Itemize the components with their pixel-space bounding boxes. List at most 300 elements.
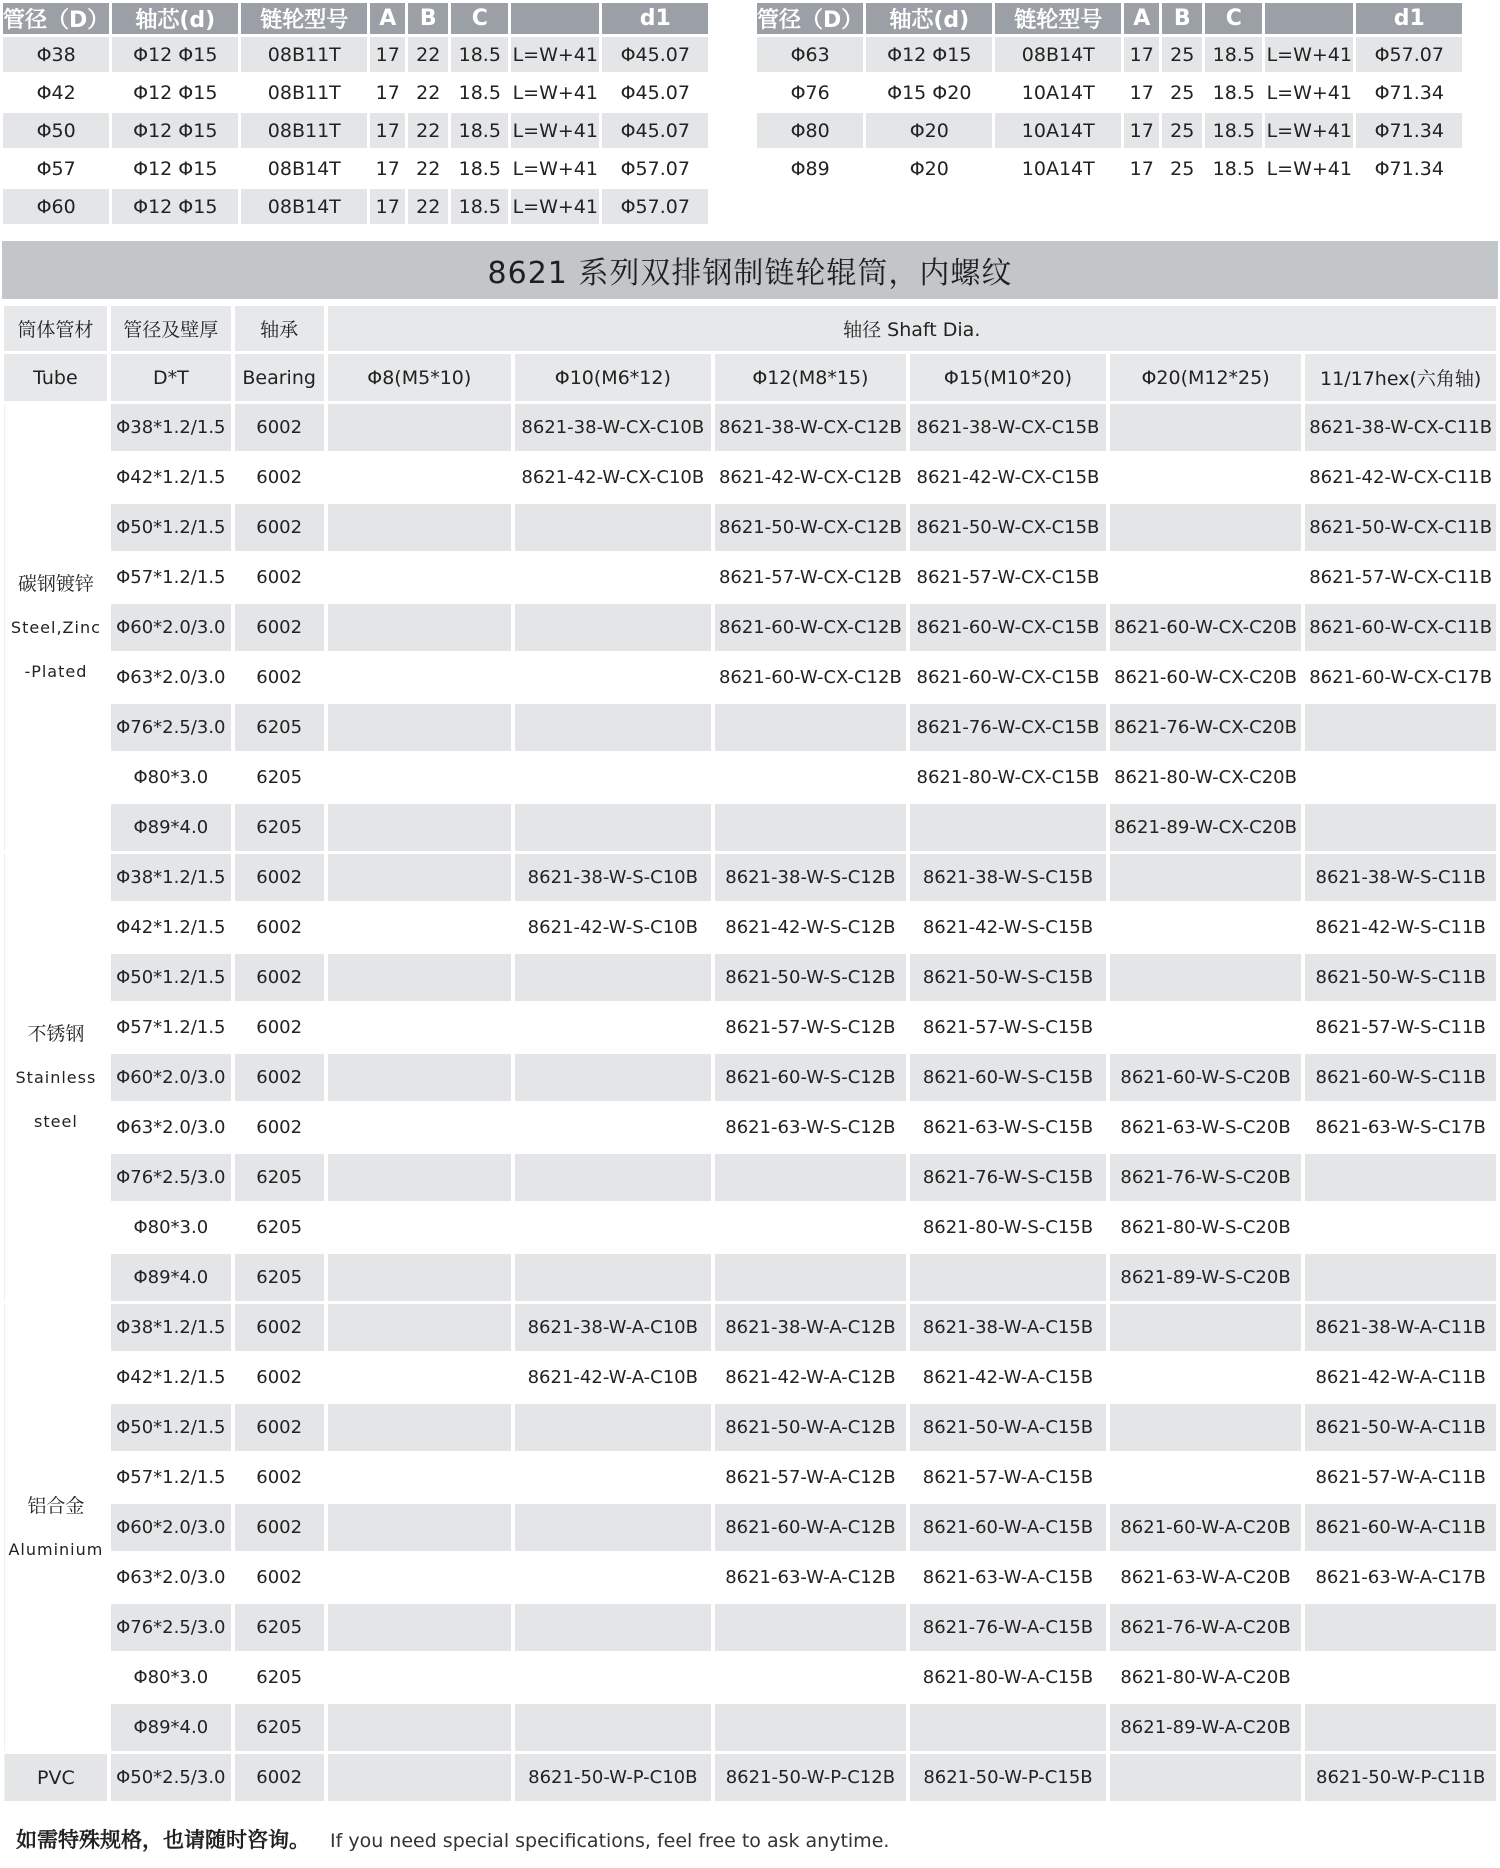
cell-dt: Φ57*1.2/1.5: [111, 1454, 231, 1501]
cell-dt: Φ63*2.0/3.0: [111, 1104, 231, 1151]
spec-row: [3, 151, 708, 186]
col-header-d1: d1: [602, 3, 708, 34]
cell-shaft-hex: 8621-60-W-A-C11B: [1305, 1504, 1496, 1551]
col-header-c: C: [1205, 3, 1262, 34]
material-name-en: Aluminium: [8, 1539, 104, 1559]
cell-shaft-15: 8621-50-W-A-C15B: [910, 1404, 1106, 1451]
header-shaft-10: Φ10(M6*12): [515, 354, 711, 401]
cell-bearing: 6002: [235, 654, 324, 701]
cell-shaft-12: 8621-60-W-CX-C12B: [715, 654, 907, 701]
cell-shaft-15: 8621-42-W-CX-C15B: [910, 454, 1106, 501]
cell-shaft-hex: 8621-63-W-S-C17B: [1305, 1104, 1496, 1151]
spec-cell: 17: [370, 189, 405, 224]
spec-cell: L=W+41: [1265, 75, 1353, 110]
cell-bearing: 6002: [235, 1304, 324, 1351]
material-cell: PVC: [4, 1754, 107, 1801]
material-group: [4, 404, 1496, 851]
table-row: [4, 1004, 1496, 1051]
cell-shaft-12: 8621-42-W-CX-C12B: [715, 454, 907, 501]
spec-table-left: [0, 0, 711, 227]
spec-cell: Φ71.34: [1356, 151, 1462, 186]
cell-shaft-8: [328, 504, 512, 551]
spec-cell: Φ38: [3, 37, 109, 72]
cell-shaft-hex: [1305, 754, 1496, 801]
cell-shaft-20: 8621-80-W-S-C20B: [1110, 1204, 1302, 1251]
material-name-en-line2: steel: [34, 1111, 78, 1131]
cell-dt: Φ42*1.2/1.5: [111, 904, 231, 951]
cell-bearing: 6205: [235, 1654, 324, 1701]
cell-shaft-20: 8621-60-W-A-C20B: [1110, 1504, 1302, 1551]
cell-shaft-8: [328, 804, 512, 851]
cell-shaft-10: [515, 504, 711, 551]
cell-shaft-hex: 8621-50-W-CX-C11B: [1305, 504, 1496, 551]
table-header: [4, 306, 1496, 401]
table-row: [4, 1404, 1496, 1451]
table-row: [4, 1554, 1496, 1601]
cell-shaft-hex: 8621-60-W-CX-C17B: [1305, 654, 1496, 701]
cell-shaft-15: 8621-38-W-CX-C15B: [910, 404, 1106, 451]
cell-shaft-15: 8621-60-W-CX-C15B: [910, 604, 1106, 651]
cell-shaft-12: 8621-57-W-A-C12B: [715, 1454, 907, 1501]
cell-shaft-hex: 8621-60-W-S-C11B: [1305, 1054, 1496, 1101]
cell-shaft-15: 8621-76-W-A-C15B: [910, 1604, 1106, 1651]
cell-bearing: 6002: [235, 504, 324, 551]
cell-shaft-8: [328, 1304, 512, 1351]
cell-shaft-10: 8621-50-W-P-C10B: [515, 1754, 711, 1801]
cell-shaft-20: [1110, 954, 1302, 1001]
table-row: [4, 1054, 1496, 1101]
cell-dt: Φ42*1.2/1.5: [111, 454, 231, 501]
cell-bearing: 6205: [235, 1154, 324, 1201]
cell-bearing: 6002: [235, 954, 324, 1001]
cell-shaft-15: 8621-63-W-A-C15B: [910, 1554, 1106, 1601]
cell-shaft-15: 8621-57-W-A-C15B: [910, 1454, 1106, 1501]
footer-note: [16, 1824, 889, 1854]
cell-dt: Φ50*1.2/1.5: [111, 1404, 231, 1451]
cell-shaft-20: 8621-76-W-A-C20B: [1110, 1604, 1302, 1651]
col-header-sprocket: 链轮型号: [995, 3, 1121, 34]
cell-shaft-10: [515, 1004, 711, 1051]
cell-shaft-20: [1110, 1454, 1302, 1501]
footer-note-cn: 如需特殊规格，也请随时咨询。: [16, 1828, 310, 1852]
spec-row: [3, 189, 708, 224]
spec-cell: Φ45.07: [602, 75, 708, 110]
cell-bearing: 6205: [235, 1704, 324, 1751]
spec-cell: 18.5: [451, 113, 508, 148]
col-header-c: C: [451, 3, 508, 34]
cell-shaft-12: 8621-38-W-CX-C12B: [715, 404, 907, 451]
cell-shaft-12: 8621-57-W-CX-C12B: [715, 554, 907, 601]
cell-bearing: 6002: [235, 1504, 324, 1551]
cell-shaft-10: [515, 1454, 711, 1501]
section-title-bar: [2, 241, 1498, 299]
cell-shaft-20: [1110, 1404, 1302, 1451]
cell-dt: Φ89*4.0: [111, 804, 231, 851]
header-shaft-20: Φ20(M12*25): [1110, 354, 1302, 401]
cell-shaft-20: [1110, 404, 1302, 451]
cell-shaft-8: [328, 1754, 512, 1801]
cell-bearing: 6002: [235, 1404, 324, 1451]
cell-shaft-12: 8621-60-W-A-C12B: [715, 1504, 907, 1551]
cell-shaft-15: 8621-60-W-S-C15B: [910, 1054, 1106, 1101]
spec-cell: Φ60: [3, 189, 109, 224]
material-name-cn: 铝合金: [27, 1494, 85, 1517]
spec-cell: Φ45.07: [602, 113, 708, 148]
spec-cell: 18.5: [1205, 75, 1262, 110]
cell-bearing: 6205: [235, 804, 324, 851]
table-row: [4, 1104, 1496, 1151]
col-header-b: B: [1162, 3, 1202, 34]
cell-bearing: 6002: [235, 1054, 324, 1101]
header-tube: Tube: [4, 354, 107, 401]
col-header-sprocket: 链轮型号: [241, 3, 367, 34]
spec-cell: 17: [1124, 37, 1159, 72]
cell-dt: Φ38*1.2/1.5: [111, 404, 231, 451]
cell-dt: Φ57*1.2/1.5: [111, 1004, 231, 1051]
table-row: [4, 1354, 1496, 1401]
header-shaft-dia: 轴径 Shaft Dia.: [328, 306, 1496, 351]
spec-cell: 08B14T: [995, 37, 1121, 72]
header-bearing: 轴承: [235, 306, 324, 351]
cell-bearing: 6002: [235, 604, 324, 651]
spec-cell: 08B14T: [241, 151, 367, 186]
cell-dt: Φ50*1.2/1.5: [111, 954, 231, 1001]
material-group-pvc: [4, 1754, 1496, 1801]
spec-cell: 08B11T: [241, 113, 367, 148]
cell-shaft-20: 8621-63-W-A-C20B: [1110, 1554, 1302, 1601]
cell-shaft-20: [1110, 854, 1302, 901]
cell-shaft-8: [328, 1354, 512, 1401]
cell-shaft-20: 8621-60-W-CX-C20B: [1110, 604, 1302, 651]
spec-row: [757, 75, 1462, 110]
table-row: [4, 1754, 1496, 1801]
spec-cell: 22: [408, 151, 448, 186]
cell-shaft-12: [715, 1604, 907, 1651]
cell-shaft-12: 8621-57-W-S-C12B: [715, 1004, 907, 1051]
cell-dt: Φ63*2.0/3.0: [111, 654, 231, 701]
spec-cell: 18.5: [451, 37, 508, 72]
cell-shaft-15: 8621-80-W-S-C15B: [910, 1204, 1106, 1251]
cell-shaft-8: [328, 754, 512, 801]
cell-shaft-8: [328, 1204, 512, 1251]
table-row: [4, 554, 1496, 601]
spec-cell: 08B11T: [241, 75, 367, 110]
cell-shaft-15: 8621-50-W-S-C15B: [910, 954, 1106, 1001]
cell-shaft-12: 8621-38-W-A-C12B: [715, 1304, 907, 1351]
cell-shaft-20: 8621-60-W-CX-C20B: [1110, 654, 1302, 701]
spec-cell: Φ89: [757, 151, 863, 186]
spec-cell: 18.5: [451, 189, 508, 224]
table-row: [4, 1704, 1496, 1751]
spec-cell: Φ57.07: [1356, 37, 1462, 72]
spec-row: [757, 37, 1462, 72]
table-row: [4, 704, 1496, 751]
cell-shaft-20: 8621-89-W-A-C20B: [1110, 1704, 1302, 1751]
cell-bearing: 6002: [235, 554, 324, 601]
cell-shaft-20: [1110, 1004, 1302, 1051]
cell-shaft-12: 8621-50-W-A-C12B: [715, 1404, 907, 1451]
spec-cell: Φ12 Φ15: [112, 113, 238, 148]
cell-shaft-20: [1110, 504, 1302, 551]
material-name-cn: 碳钢镀锌: [17, 572, 94, 595]
cell-shaft-8: [328, 1604, 512, 1651]
spec-cell: 08B14T: [241, 189, 367, 224]
cell-dt: Φ63*2.0/3.0: [111, 1554, 231, 1601]
cell-shaft-12: 8621-50-W-P-C12B: [715, 1754, 907, 1801]
cell-dt: Φ76*2.5/3.0: [111, 1604, 231, 1651]
cell-shaft-15: 8621-57-W-S-C15B: [910, 1004, 1106, 1051]
cell-shaft-20: [1110, 1754, 1302, 1801]
cell-bearing: 6205: [235, 1204, 324, 1251]
cell-bearing: 6002: [235, 1454, 324, 1501]
spec-cell: Φ76: [757, 75, 863, 110]
col-header-shaft: 轴芯(d): [866, 3, 992, 34]
cell-shaft-hex: 8621-50-W-P-C11B: [1305, 1754, 1496, 1801]
table-row: [4, 1254, 1496, 1301]
cell-shaft-15: [910, 1254, 1106, 1301]
cell-shaft-hex: 8621-57-W-A-C11B: [1305, 1454, 1496, 1501]
cell-shaft-10: [515, 1554, 711, 1601]
cell-shaft-hex: 8621-38-W-CX-C11B: [1305, 404, 1496, 451]
cell-shaft-12: [715, 1654, 907, 1701]
cell-shaft-15: 8621-60-W-CX-C15B: [910, 654, 1106, 701]
cell-shaft-8: [328, 604, 512, 651]
spec-cell: 08B11T: [241, 37, 367, 72]
cell-shaft-15: [910, 1704, 1106, 1751]
spec-cell: 22: [408, 37, 448, 72]
cell-shaft-12: [715, 704, 907, 751]
header-shaft-12: Φ12(M8*15): [715, 354, 907, 401]
cell-shaft-12: 8621-50-W-S-C12B: [715, 954, 907, 1001]
cell-shaft-12: [715, 754, 907, 801]
header-shaft-hex: 11/17hex(六角轴): [1305, 354, 1496, 401]
cell-bearing: 6205: [235, 1604, 324, 1651]
spec-cell: Φ71.34: [1356, 75, 1462, 110]
spec-cell: 17: [370, 151, 405, 186]
cell-shaft-12: 8621-63-W-S-C12B: [715, 1104, 907, 1151]
cell-shaft-12: 8621-60-W-CX-C12B: [715, 604, 907, 651]
cell-bearing: 6205: [235, 1254, 324, 1301]
table-row: [4, 1654, 1496, 1701]
cell-shaft-20: [1110, 904, 1302, 951]
cell-shaft-15: 8621-60-W-A-C15B: [910, 1504, 1106, 1551]
spec-cell: 17: [370, 37, 405, 72]
cell-shaft-hex: [1305, 704, 1496, 751]
cell-shaft-12: [715, 804, 907, 851]
material-name-cn: 不锈钢: [27, 1022, 85, 1045]
cell-shaft-10: [515, 704, 711, 751]
spec-cell: Φ12 Φ15: [866, 37, 992, 72]
cell-shaft-20: 8621-60-W-S-C20B: [1110, 1054, 1302, 1101]
spec-cell: Φ63: [757, 37, 863, 72]
cell-shaft-12: 8621-42-W-S-C12B: [715, 904, 907, 951]
cell-shaft-8: [328, 1054, 512, 1101]
material-name-en-line2: -Plated: [24, 661, 88, 681]
cell-shaft-hex: [1305, 1654, 1496, 1701]
col-header-l: [511, 3, 599, 34]
spec-cell: 10A14T: [995, 151, 1121, 186]
material-group: [4, 1304, 1496, 1751]
cell-shaft-hex: 8621-63-W-A-C17B: [1305, 1554, 1496, 1601]
cell-shaft-8: [328, 1004, 512, 1051]
spec-cell: 17: [370, 75, 405, 110]
spec-cell: 18.5: [1205, 151, 1262, 186]
cell-shaft-10: [515, 604, 711, 651]
material-name-en: Steel,Zinc: [10, 617, 101, 637]
cell-dt: Φ60*2.0/3.0: [111, 604, 231, 651]
table-row: [4, 904, 1496, 951]
cell-shaft-15: 8621-42-W-A-C15B: [910, 1354, 1106, 1401]
cell-bearing: 6002: [235, 454, 324, 501]
cell-dt: Φ80*3.0: [111, 1654, 231, 1701]
spec-cell: Φ20: [866, 151, 992, 186]
cell-shaft-hex: 8621-50-W-S-C11B: [1305, 954, 1496, 1001]
spec-row: [3, 113, 708, 148]
cell-bearing: 6002: [235, 854, 324, 901]
cell-shaft-8: [328, 454, 512, 501]
cell-shaft-15: 8621-76-W-S-C15B: [910, 1154, 1106, 1201]
cell-shaft-hex: 8621-38-W-S-C11B: [1305, 854, 1496, 901]
cell-dt: Φ42*1.2/1.5: [111, 1354, 231, 1401]
spec-cell: L=W+41: [1265, 113, 1353, 148]
spec-cell: 25: [1162, 151, 1202, 186]
material-group: [4, 854, 1496, 1301]
cell-shaft-8: [328, 1454, 512, 1501]
cell-shaft-15: 8621-63-W-S-C15B: [910, 1104, 1106, 1151]
cell-shaft-15: 8621-76-W-CX-C15B: [910, 704, 1106, 751]
header-shaft-15: Φ15(M10*20): [910, 354, 1106, 401]
cell-shaft-8: [328, 404, 512, 451]
cell-shaft-12: 8621-38-W-S-C12B: [715, 854, 907, 901]
cell-shaft-hex: [1305, 1154, 1496, 1201]
spec-cell: L=W+41: [511, 151, 599, 186]
spec-cell: Φ80: [757, 113, 863, 148]
cell-shaft-8: [328, 904, 512, 951]
cell-bearing: 6002: [235, 404, 324, 451]
cell-dt: Φ80*3.0: [111, 1204, 231, 1251]
cell-shaft-hex: 8621-57-W-CX-C11B: [1305, 554, 1496, 601]
cell-shaft-8: [328, 1104, 512, 1151]
spec-cell: Φ12 Φ15: [112, 75, 238, 110]
top-spec-section: [0, 0, 1500, 226]
cell-bearing: 6205: [235, 704, 324, 751]
spec-cell: 25: [1162, 75, 1202, 110]
cell-shaft-10: 8621-38-W-S-C10B: [515, 854, 711, 901]
cell-shaft-20: 8621-76-W-S-C20B: [1110, 1154, 1302, 1201]
cell-shaft-10: 8621-42-W-CX-C10B: [515, 454, 711, 501]
cell-shaft-10: [515, 654, 711, 701]
table-row: [4, 804, 1496, 851]
cell-shaft-15: 8621-42-W-S-C15B: [910, 904, 1106, 951]
col-header-shaft: 轴芯(d): [112, 3, 238, 34]
cell-shaft-8: [328, 854, 512, 901]
table-row: [4, 454, 1496, 501]
spec-cell: 18.5: [451, 151, 508, 186]
cell-shaft-hex: 8621-42-W-CX-C11B: [1305, 454, 1496, 501]
cell-shaft-8: [328, 1654, 512, 1701]
cell-shaft-10: 8621-42-W-S-C10B: [515, 904, 711, 951]
spec-row: [757, 151, 1462, 186]
cell-shaft-20: [1110, 1354, 1302, 1401]
cell-dt: Φ38*1.2/1.5: [111, 854, 231, 901]
col-header-a: A: [1124, 3, 1159, 34]
material-name-en: Stainless: [15, 1067, 97, 1087]
cell-dt: Φ38*1.2/1.5: [111, 1304, 231, 1351]
cell-shaft-20: 8621-76-W-CX-C20B: [1110, 704, 1302, 751]
spec-cell: L=W+41: [511, 113, 599, 148]
cell-shaft-15: 8621-57-W-CX-C15B: [910, 554, 1106, 601]
spec-cell: 25: [1162, 37, 1202, 72]
cell-dt: Φ50*1.2/1.5: [111, 504, 231, 551]
cell-shaft-15: 8621-38-W-A-C15B: [910, 1304, 1106, 1351]
spec-cell: 18.5: [1205, 113, 1262, 148]
cell-bearing: 6002: [235, 1004, 324, 1051]
cell-dt: Φ60*2.0/3.0: [111, 1054, 231, 1101]
spec-cell: Φ15 Φ20: [866, 75, 992, 110]
spec-cell: L=W+41: [511, 37, 599, 72]
spec-cell: Φ57.07: [602, 151, 708, 186]
spec-row: [3, 75, 708, 110]
cell-shaft-8: [328, 554, 512, 601]
spec-cell: Φ12 Φ15: [112, 37, 238, 72]
col-header-l: [1265, 3, 1353, 34]
cell-shaft-10: [515, 554, 711, 601]
cell-shaft-20: 8621-80-W-A-C20B: [1110, 1654, 1302, 1701]
cell-dt: Φ50*2.5/3.0: [111, 1754, 231, 1801]
cell-shaft-20: [1110, 1304, 1302, 1351]
spec-header-row: [757, 3, 1462, 34]
cell-dt: Φ76*2.5/3.0: [111, 704, 231, 751]
spec-cell: Φ71.34: [1356, 113, 1462, 148]
cell-shaft-hex: 8621-57-W-S-C11B: [1305, 1004, 1496, 1051]
header-shaft-8: Φ8(M5*10): [328, 354, 512, 401]
table-row: [4, 404, 1496, 451]
cell-shaft-15: 8621-80-W-CX-C15B: [910, 754, 1106, 801]
cell-shaft-10: [515, 1604, 711, 1651]
cell-shaft-8: [328, 1504, 512, 1551]
cell-shaft-hex: 8621-38-W-A-C11B: [1305, 1304, 1496, 1351]
cell-shaft-10: 8621-42-W-A-C10B: [515, 1354, 711, 1401]
header-d-t: D*T: [111, 354, 231, 401]
cell-shaft-12: [715, 1154, 907, 1201]
cell-shaft-15: 8621-38-W-S-C15B: [910, 854, 1106, 901]
cell-shaft-hex: [1305, 1254, 1496, 1301]
cell-shaft-10: [515, 1104, 711, 1151]
table-row: [4, 604, 1496, 651]
spec-row: [3, 37, 708, 72]
cell-bearing: 6002: [235, 1754, 324, 1801]
cell-bearing: 6002: [235, 1104, 324, 1151]
cell-shaft-8: [328, 654, 512, 701]
cell-shaft-hex: 8621-60-W-CX-C11B: [1305, 604, 1496, 651]
spec-cell: Φ45.07: [602, 37, 708, 72]
table-row: [4, 954, 1496, 1001]
cell-shaft-10: [515, 754, 711, 801]
table-row: [4, 1204, 1496, 1251]
spec-cell: Φ57.07: [602, 189, 708, 224]
spec-cell: 17: [1124, 75, 1159, 110]
cell-shaft-8: [328, 1554, 512, 1601]
table-row: [4, 1154, 1496, 1201]
spec-cell: 25: [1162, 113, 1202, 148]
table-row: [4, 1604, 1496, 1651]
spec-cell: L=W+41: [1265, 151, 1353, 186]
cell-shaft-hex: [1305, 804, 1496, 851]
spec-table-right: [754, 0, 1465, 189]
cell-shaft-hex: 8621-50-W-A-C11B: [1305, 1404, 1496, 1451]
spec-cell: 10A14T: [995, 113, 1121, 148]
cell-shaft-10: [515, 1404, 711, 1451]
